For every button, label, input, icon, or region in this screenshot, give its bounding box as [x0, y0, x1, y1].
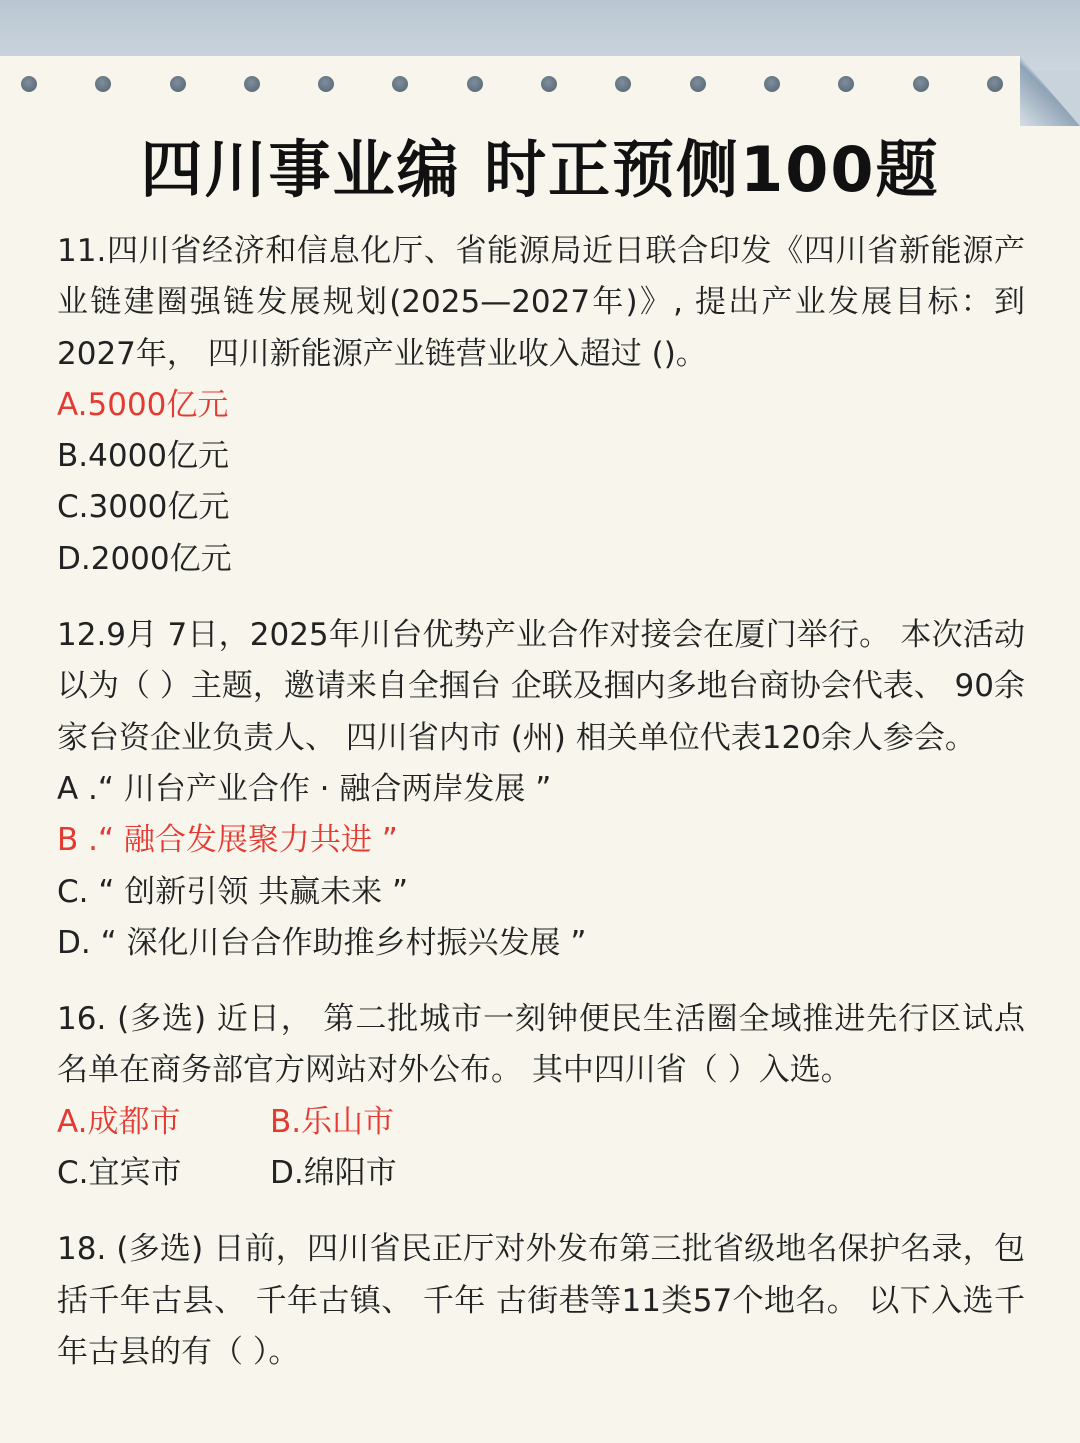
option-b: B .“ 融合发展聚力共进 ” — [57, 822, 398, 859]
question-12 — [57, 610, 1025, 969]
binder-hole — [170, 76, 186, 92]
question-stem: 18. (多选) 日前，四川省民正厅对外发布第三批省级地名保护名录，包括千年古县、 千年古镇、 千年 古街巷等11类57个地名。 以下入选千年古县的有（ ）。 — [57, 1231, 1025, 1370]
option-a: A .“ 川台产业合作 · 融合两岸发展 ” — [57, 770, 552, 807]
question-11 — [57, 226, 1025, 585]
binder-hole — [21, 76, 37, 92]
binder-hole — [690, 76, 706, 92]
binder-hole — [244, 76, 260, 92]
binder-hole — [467, 76, 483, 92]
binder-hole — [95, 76, 111, 92]
binder-hole — [987, 76, 1003, 92]
question-stem: 11.四川省经济和信息化厅、省能源局近日联合印发《四川省新能源产业链建圈强链发展规划(2025—2027年)》, 提出产业发展目标：到2027年， 四川新能源产业链营业收入超过 ()。 — [57, 233, 1025, 372]
binder-hole — [913, 76, 929, 92]
option-c: C.宜宾市 — [57, 1155, 182, 1192]
option-c: C.3000亿元 — [57, 489, 230, 526]
binder-hole — [838, 76, 854, 92]
page-title: 四川事业编 时正预侧100题 — [140, 133, 940, 206]
binder-hole — [615, 76, 631, 92]
question-16 — [57, 994, 1025, 1199]
binder-holes — [0, 76, 1080, 96]
option-a: A.成都市 — [57, 1103, 181, 1140]
question-list — [57, 226, 1025, 1378]
binder-hole — [764, 76, 780, 92]
option-c: C. “ 创新引领 共赢未来 ” — [57, 873, 409, 910]
option-b: B.乐山市 — [270, 1103, 395, 1140]
binder-hole — [318, 76, 334, 92]
option-row — [57, 1097, 1025, 1148]
question-18 — [57, 1224, 1025, 1378]
option-a: A.5000亿元 — [57, 386, 229, 423]
binder-hole — [392, 76, 408, 92]
option-d: D.绵阳市 — [270, 1155, 397, 1192]
question-stem: 12.9月 7日，2025年川台优势产业合作对接会在厦门举行。 本次活动以为（ ）主题，邀请来自全掴台 企联及掴内多地台商协会代表、 90余家台资企业负责人、 四川省内市 (州) 相关单位代表120余人参会。 — [57, 617, 1026, 756]
option-row — [57, 1148, 1025, 1199]
option-d: D.2000亿元 — [57, 540, 232, 577]
option-b: B.4000亿元 — [57, 438, 230, 475]
binder-hole — [541, 76, 557, 92]
option-d: D. “ 深化川台合作助推乡村振兴发展 ” — [57, 924, 587, 961]
question-stem: 16. (多选) 近日， 第二批城市一刻钟便民生活圈全域推进先行区试点名单在商务部官方网站对外公布。 其中四川省（ ）入选。 — [57, 1001, 1025, 1089]
